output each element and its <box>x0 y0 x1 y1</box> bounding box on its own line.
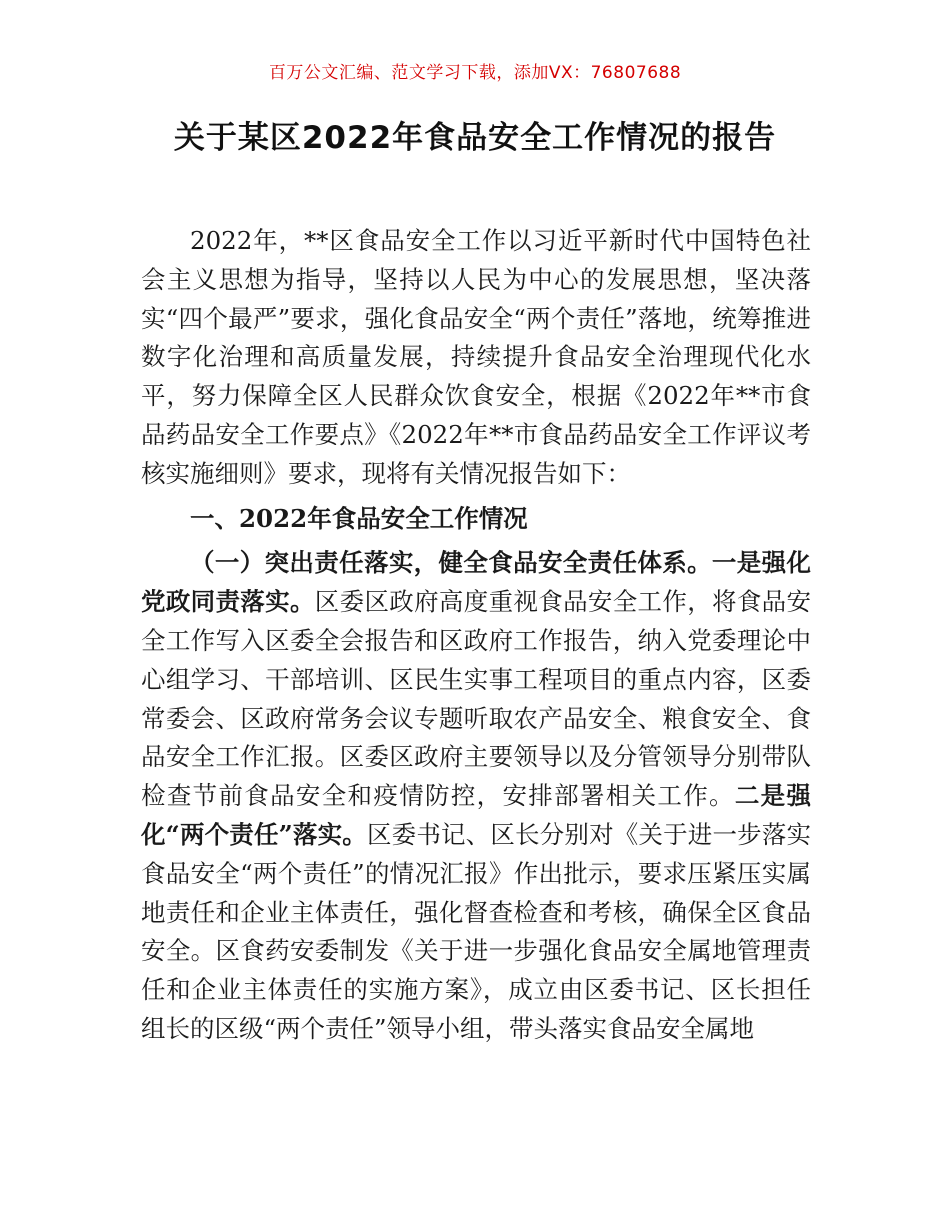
intro-paragraph: 2022年，**区食品安全工作以习近平新时代中国特色社会主义思想为指导，坚持以人民为中心的发展思想，坚决落实“四个最严”要求，强化食品安全“两个责任”落地，统筹推进数字化治理和高质量发展，持续提升食品安全治理现代化水平，努力保障全区人民群众饮食安全，根据《2022年**市食品药品安全工作要点》《2022年**市食品药品安全工作评议考核实施细则》要求，现将有关情况报告如下： <box>141 226 811 488</box>
document-title: 关于某区2022年食品安全工作情况的报告 <box>173 120 777 156</box>
section-heading-1: 一、2022年食品安全工作情况 <box>190 503 528 533</box>
document-body <box>141 222 811 1049</box>
section-1-1-text-1: 区委区政府高度重视食品安全工作，将食品安全工作写入区委全会报告和区政府工作报告，纳入党委理论中心组学习、干部培训、区民生实事工程项目的重点内容，区委常委会、区政府常务会议专题听取农产品安全、粮食安全、食品安全工作汇报。区委区政府主要领导以及分管领导分别带队检查节前食品安全和疫情防控，安排部署相关工作。 <box>141 587 812 811</box>
section-1-1-lead: （一）突出责任落实，健全食品安全责任体系。一是强化党政同责落实。 <box>141 548 811 617</box>
section-1-1-text-2: 区委书记、区长分别对《关于进一步落实食品安全“两个责任”的情况汇报》作出批示，要求压紧压实属地责任和企业主体责任，强化督查检查和考核，确保全区食品安全。区食药安委制发《关于进一步强化食品安全属地管理责任和企业主体责任的实施方案》，成立由区委书记、区长担任组长的区级“两个责任”领导小组，带头落实食品安全属地 <box>141 819 811 1043</box>
section-1-1-lead-2: 二是强化“两个责任”落实。 <box>141 781 811 849</box>
watermark-banner: 百万公文汇编、范文学习下载，添加VX：76807688 <box>268 63 682 83</box>
section-1-1-paragraph <box>141 544 811 1048</box>
